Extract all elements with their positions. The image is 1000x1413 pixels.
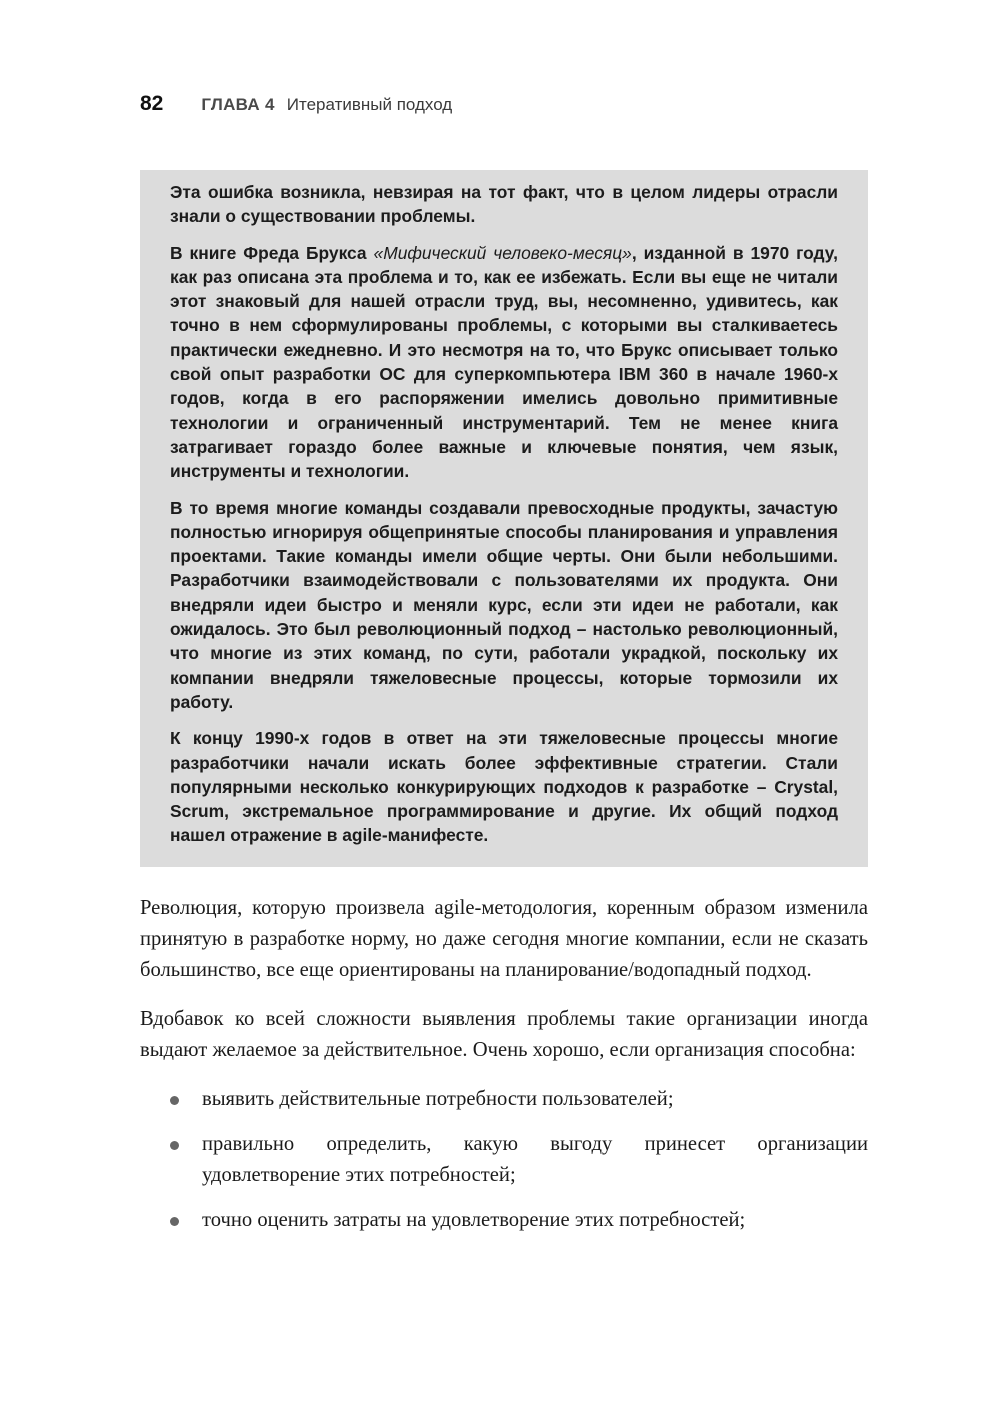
sidebar-paragraph: В то время многие команды создавали превосходные продукты, зачастую полностью игнорируя общепринятые способы планирования и управления проектами. Такие команды имели общие черты. Они были небольшими. Разработчики взаимодействовали с пользователями их продукта. Они внедряли идеи быстро и меняли курс, если эти идеи не работали, как ожидалось. Это был революционный подход – настолько революционный, что многие из этих команд, по сути, работали украдкой, поскольку их компании внедряли тяжеловесные процессы, которые тормозили их работу. <box>170 497 838 712</box>
bullet-icon <box>170 1141 179 1150</box>
list-item <box>140 1084 868 1115</box>
body-paragraph: Вдобавок ко всей сложности выявления проблемы такие организации иногда выдают желаемое за действительное. Очень хорошо, если организация способна: <box>140 1008 868 1061</box>
list-item-text: точно оценить затраты на удовлетворение этих потребностей; <box>202 1209 746 1231</box>
list-item-text: выявить действительные потребности пользователей; <box>202 1088 674 1110</box>
sidebar-paragraph <box>170 241 838 484</box>
list-item <box>140 1205 868 1236</box>
sidebar-box <box>140 170 868 867</box>
sidebar-text: , изданной в 1970 году, как раз описана эта проблема и то, как ее избежать. Если вы еще не читали этот знаковый для нашей отрасли труд, вы, несомненно, удивитесь, как точно в нем сформулированы проблемы, с которыми вы сталкиваетесь практически ежедневно. И это несмотря на то, что Брукс описывает только свой опыт разработки ОС для суперкомпьютера IBM 360 в начале 1960-х годов, когда в его распоряжении имелись довольно примитивные технологии и ограниченный инструментарий. Тем не менее книга затрагивает гораздо более важные и ключевые понятия, чем язык, инструменты и технологии. <box>170 242 838 482</box>
book-title: «Мифический человеко-месяц» <box>373 242 632 263</box>
chapter-title: Итеративный подход <box>286 95 453 114</box>
bullet-list <box>140 1084 868 1236</box>
sidebar-paragraph: Эта ошибка возникла, невзирая на тот факт, что в целом лидеры отрасли знали о существовании проблемы. <box>170 182 838 227</box>
sidebar-text: В книге Фреда Брукса <box>170 242 374 263</box>
chapter-label: ГЛАВА 4 <box>201 95 275 114</box>
page-header <box>140 92 452 116</box>
list-item <box>140 1129 868 1191</box>
bullet-icon <box>170 1096 179 1105</box>
bullet-icon <box>170 1217 179 1226</box>
list-item-text: правильно определить, какую выгоду принесет организации удовлетворение этих потребностей; <box>202 1133 868 1186</box>
sidebar-paragraph: К концу 1990-х годов в ответ на эти тяжеловесные процессы многие разработчики начали искать более эффективные стратегии. Стали популярными несколько конкурирующих подходов к разработке – Crystal, Scrum, экстремальное программирование и другие. Их общий подход нашел отражение в agile-манифесте. <box>170 728 838 846</box>
page-number: 82 <box>140 92 164 115</box>
main-text <box>140 893 868 1250</box>
body-paragraph: Революция, которую произвела agile-методология, коренным образом изменила принятую в разработке норму, но даже сегодня многие компании, если не сказать большинство, все еще ориентированы на планирование/водопадный подход. <box>140 897 868 981</box>
